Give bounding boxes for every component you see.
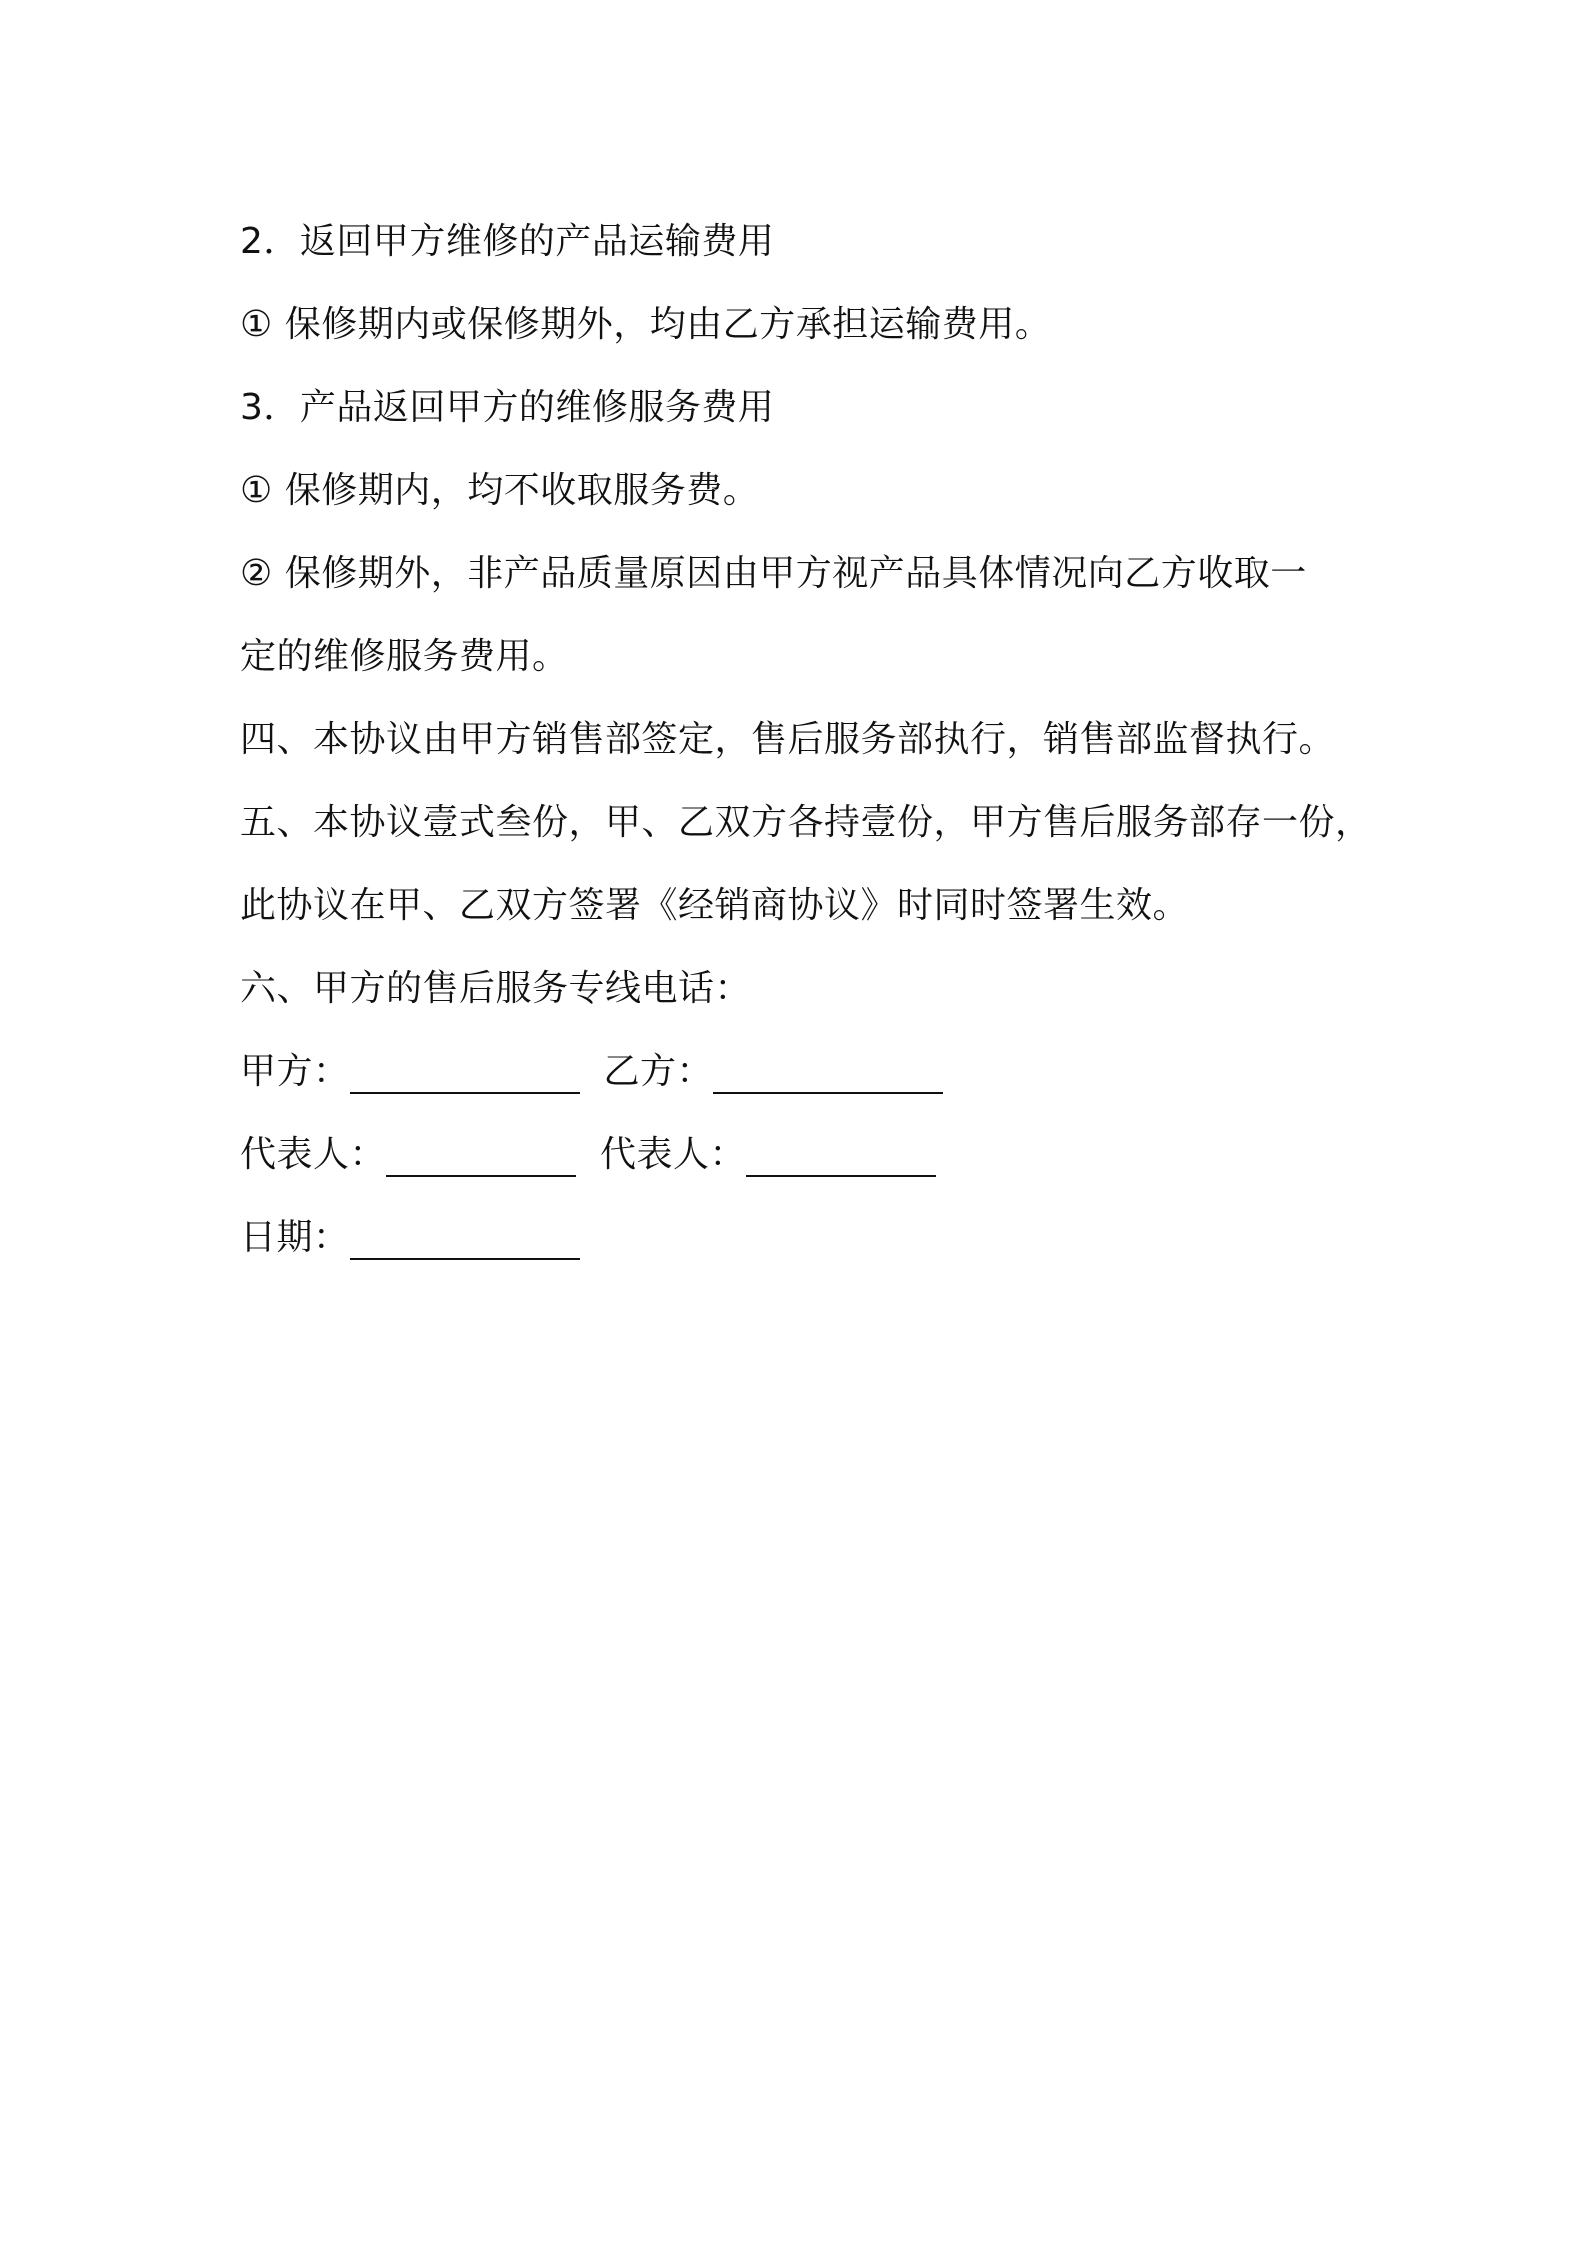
date-blank xyxy=(350,1228,580,1260)
rep-b-blank xyxy=(746,1145,936,1177)
rep-a-blank xyxy=(386,1145,576,1177)
clause-3-heading: 3．产品返回甲方的维修服务费用 xyxy=(240,387,775,428)
party-a-label: 甲方： xyxy=(240,1051,350,1092)
section-5: 五、本协议壹式叁份，甲、乙双方各持壹份，甲方售后服务部存一份， xyxy=(240,802,1372,843)
section-4: 四、本协议由甲方销售部签定，售后服务部执行，销售部监督执行。 xyxy=(240,719,1336,760)
clause-3-item-2: ② 保修期外，非产品质量原因由甲方视产品具体情况向乙方收取一 xyxy=(240,553,1307,594)
section-5-cont: 此协议在甲、乙双方签署《经销商协议》时同时签署生效。 xyxy=(240,885,1190,926)
document-body xyxy=(240,200,1372,1279)
clause-3-item-1: ① 保修期内，均不收取服务费。 xyxy=(240,470,760,511)
party-b-blank xyxy=(713,1062,943,1094)
representative-row xyxy=(240,1113,1360,1196)
clause-2-item-1: ① 保修期内或保修期外，均由乙方承担运输费用。 xyxy=(240,304,1052,345)
rep-b-label: 代表人： xyxy=(600,1134,747,1175)
section-6: 六、甲方的售后服务专线电话： xyxy=(240,968,752,1009)
rep-a-label: 代表人： xyxy=(240,1134,387,1175)
party-b-label: 乙方： xyxy=(603,1051,714,1092)
clause-2-heading: 2．返回甲方维修的产品运输费用 xyxy=(240,221,775,262)
date-label: 日期： xyxy=(240,1217,350,1258)
date-row xyxy=(240,1196,1360,1279)
clause-3-item-2-cont: 定的维修服务费用。 xyxy=(240,636,569,677)
party-a-blank xyxy=(350,1062,580,1094)
party-signature-row xyxy=(240,1030,1360,1113)
